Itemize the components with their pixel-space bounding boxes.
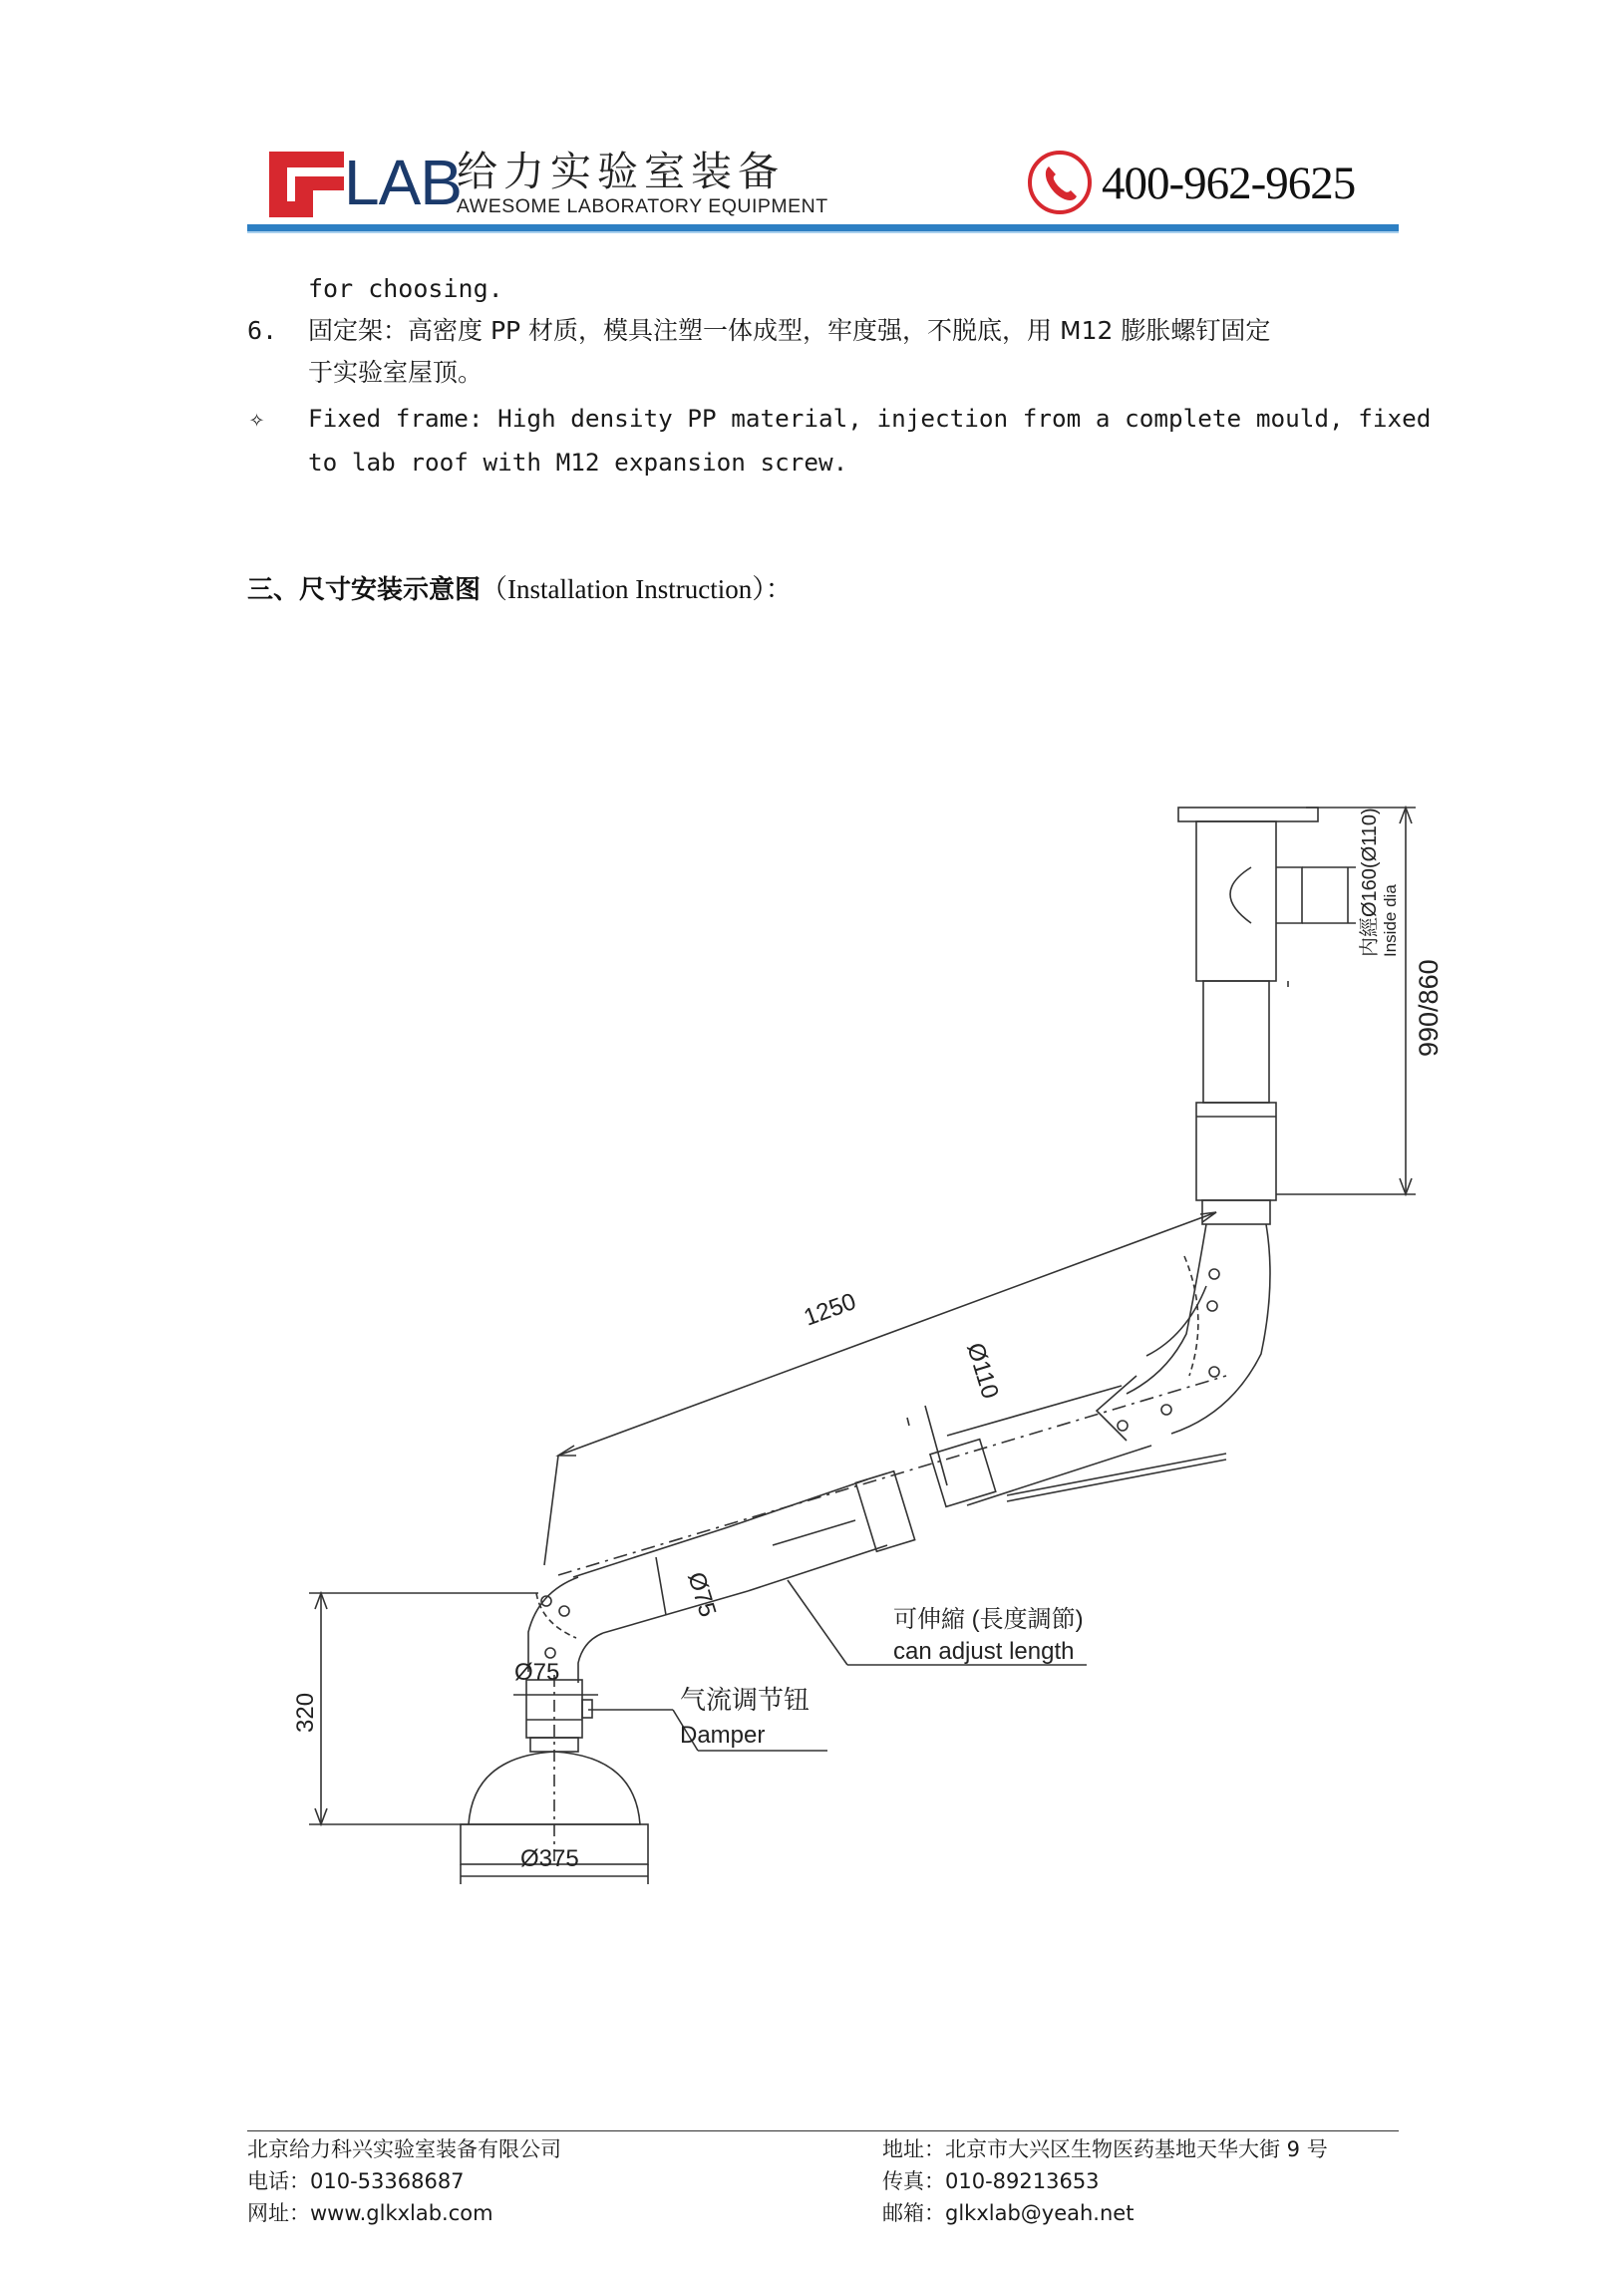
footer-fax: 传真：010-89213653 [882,2169,1100,2193]
item6-cn-line2: 于实验室屋顶。 [308,358,484,387]
section-title-en: （Installation Instruction）： [481,574,793,604]
phone-icon [1027,150,1093,215]
footer-rule [247,2130,1399,2131]
footer-company: 北京给力科兴实验室装备有限公司 [247,2137,561,2161]
diagram-drawing [309,808,1416,1884]
footer-tel: 电话：010-53368687 [247,2169,465,2193]
label-arm-dia: Ø110 [961,1339,1004,1403]
item6-cn-line1: 固定架：高密度 PP 材质，模具注塑一体成型，牢度强，不脱底，用 M12 膨胀螺钉固定 [308,316,1271,345]
label-neck-dia: Ø75 [514,1659,560,1686]
label-inside-dia-en: Inside dia [1381,884,1400,957]
company-name-cn: 给力实验室装备 [457,148,785,195]
glab-logo-mark-icon [269,152,344,217]
label-arm-length: 1250 [800,1288,860,1332]
header-rule [247,224,1399,231]
item-number: 6. [247,316,278,345]
section-title-cn: 三、尺寸安装示意图 [247,575,482,605]
label-extend-cn: 可伸縮 (長度調節) [893,1606,1084,1633]
hotline-number: 400-962-9625 [1102,158,1356,209]
logo-lab-text: LAB [344,147,462,218]
label-hood-dia: Ø375 [520,1845,579,1872]
footer-email: 邮箱：glkxlab@yeah.net [882,2201,1135,2225]
section-heading [247,572,793,607]
label-damper-cn: 气流调节钮 [680,1685,811,1715]
footer-address: 地址：北京市大兴区生物医药基地天华大街 9 号 [882,2137,1328,2161]
label-damper-en: Damper [680,1722,766,1749]
item6-en-line2: to lab roof with M12 expansion screw. [308,448,848,477]
label-inside-dia-cn: 内經Ø160(Ø110) [1359,808,1381,957]
company-name-en: AWESOME LABORATORY EQUIPMENT [457,195,828,217]
text-continuation: for choosing. [308,274,503,303]
header-rule-light [247,231,1399,233]
item6-en-line1: Fixed frame: High density PP material, injection from a complete mould, fixed [308,404,1432,433]
label-extend-en: can adjust length [893,1638,1075,1665]
bullet-icon: ✧ [249,404,265,433]
footer-web: 网址：www.glkxlab.com [247,2201,493,2225]
label-hood-height: 320 [292,1692,319,1733]
label-height-dim: 990/860 [1414,959,1444,1057]
installation-diagram [269,788,1446,1884]
label-tube-dia: Ø75 [682,1568,722,1621]
